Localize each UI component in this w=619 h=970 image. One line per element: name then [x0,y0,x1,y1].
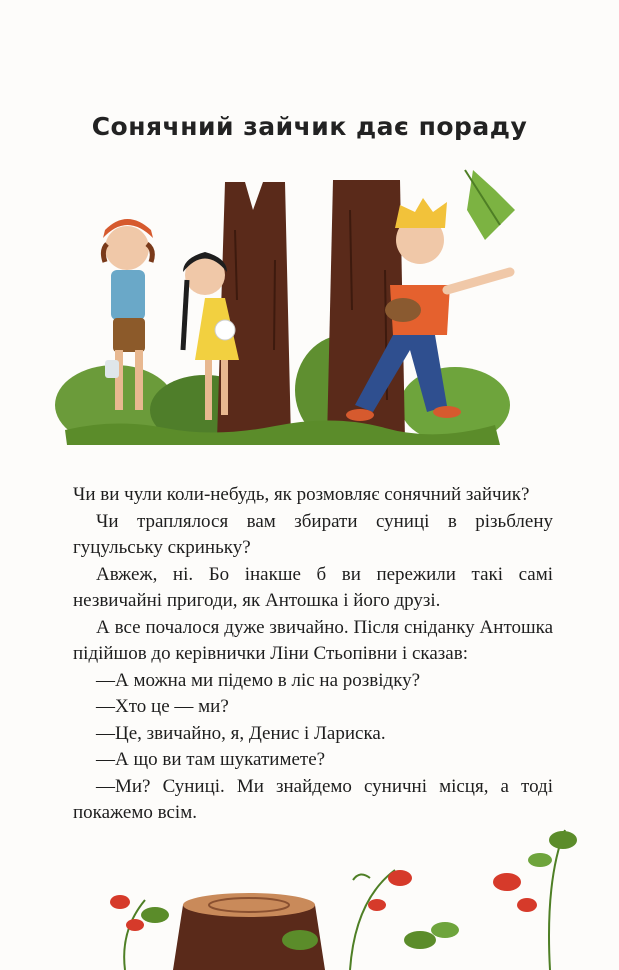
paragraph: А все почалося дуже звичайно. Після сніданку Антошка підійшов до керівнички Ліни Стьопівни і сказав: [73,616,553,664]
strawberry-icon [126,919,144,931]
paragraph: Чи траплялося вам збирати суниці в різьблену гуцульську скриньку? [73,510,553,558]
paragraph: Чи ви чули коли-небудь, як розмовляє сонячний зайчик? [73,484,530,505]
story-illustration [55,150,525,450]
page-title: Сонячний зайчик дає пораду [91,112,528,141]
tree-trunk-left [217,182,291,440]
strawberry-plant-right [493,830,577,970]
strawberry-icon [110,895,130,909]
bottom-decoration [95,820,585,970]
dialogue-line: —Ми? Суниці. Ми знайдемо суничні місця, а тоді покажемо всім. [73,775,553,823]
dialogue-line: —Це, звичайно, я, Денис і Лариска. [96,722,386,744]
dialogue-line: —А можна ми підемо в ліс на розвідку? [96,669,421,691]
leaf-branch [465,170,515,240]
dialogue-line: —А що ви там шукатимете? [96,749,326,770]
story-text [73,482,553,827]
strawberry-plant-middle [350,870,459,970]
paragraph: Авжеж, ні. Бо інакше б ви пережили такі самі незвичайні пригоди, як Антошка і його друзі. [73,563,553,611]
strawberry-plant-left [110,895,169,970]
dialogue-line: —Хто це — ми? [96,696,229,717]
strawberry-icon [388,870,412,886]
strawberry-icon [368,899,386,911]
strawberry-icon [517,898,537,912]
strawberry-icon [493,873,521,891]
tree-stump [173,893,325,970]
